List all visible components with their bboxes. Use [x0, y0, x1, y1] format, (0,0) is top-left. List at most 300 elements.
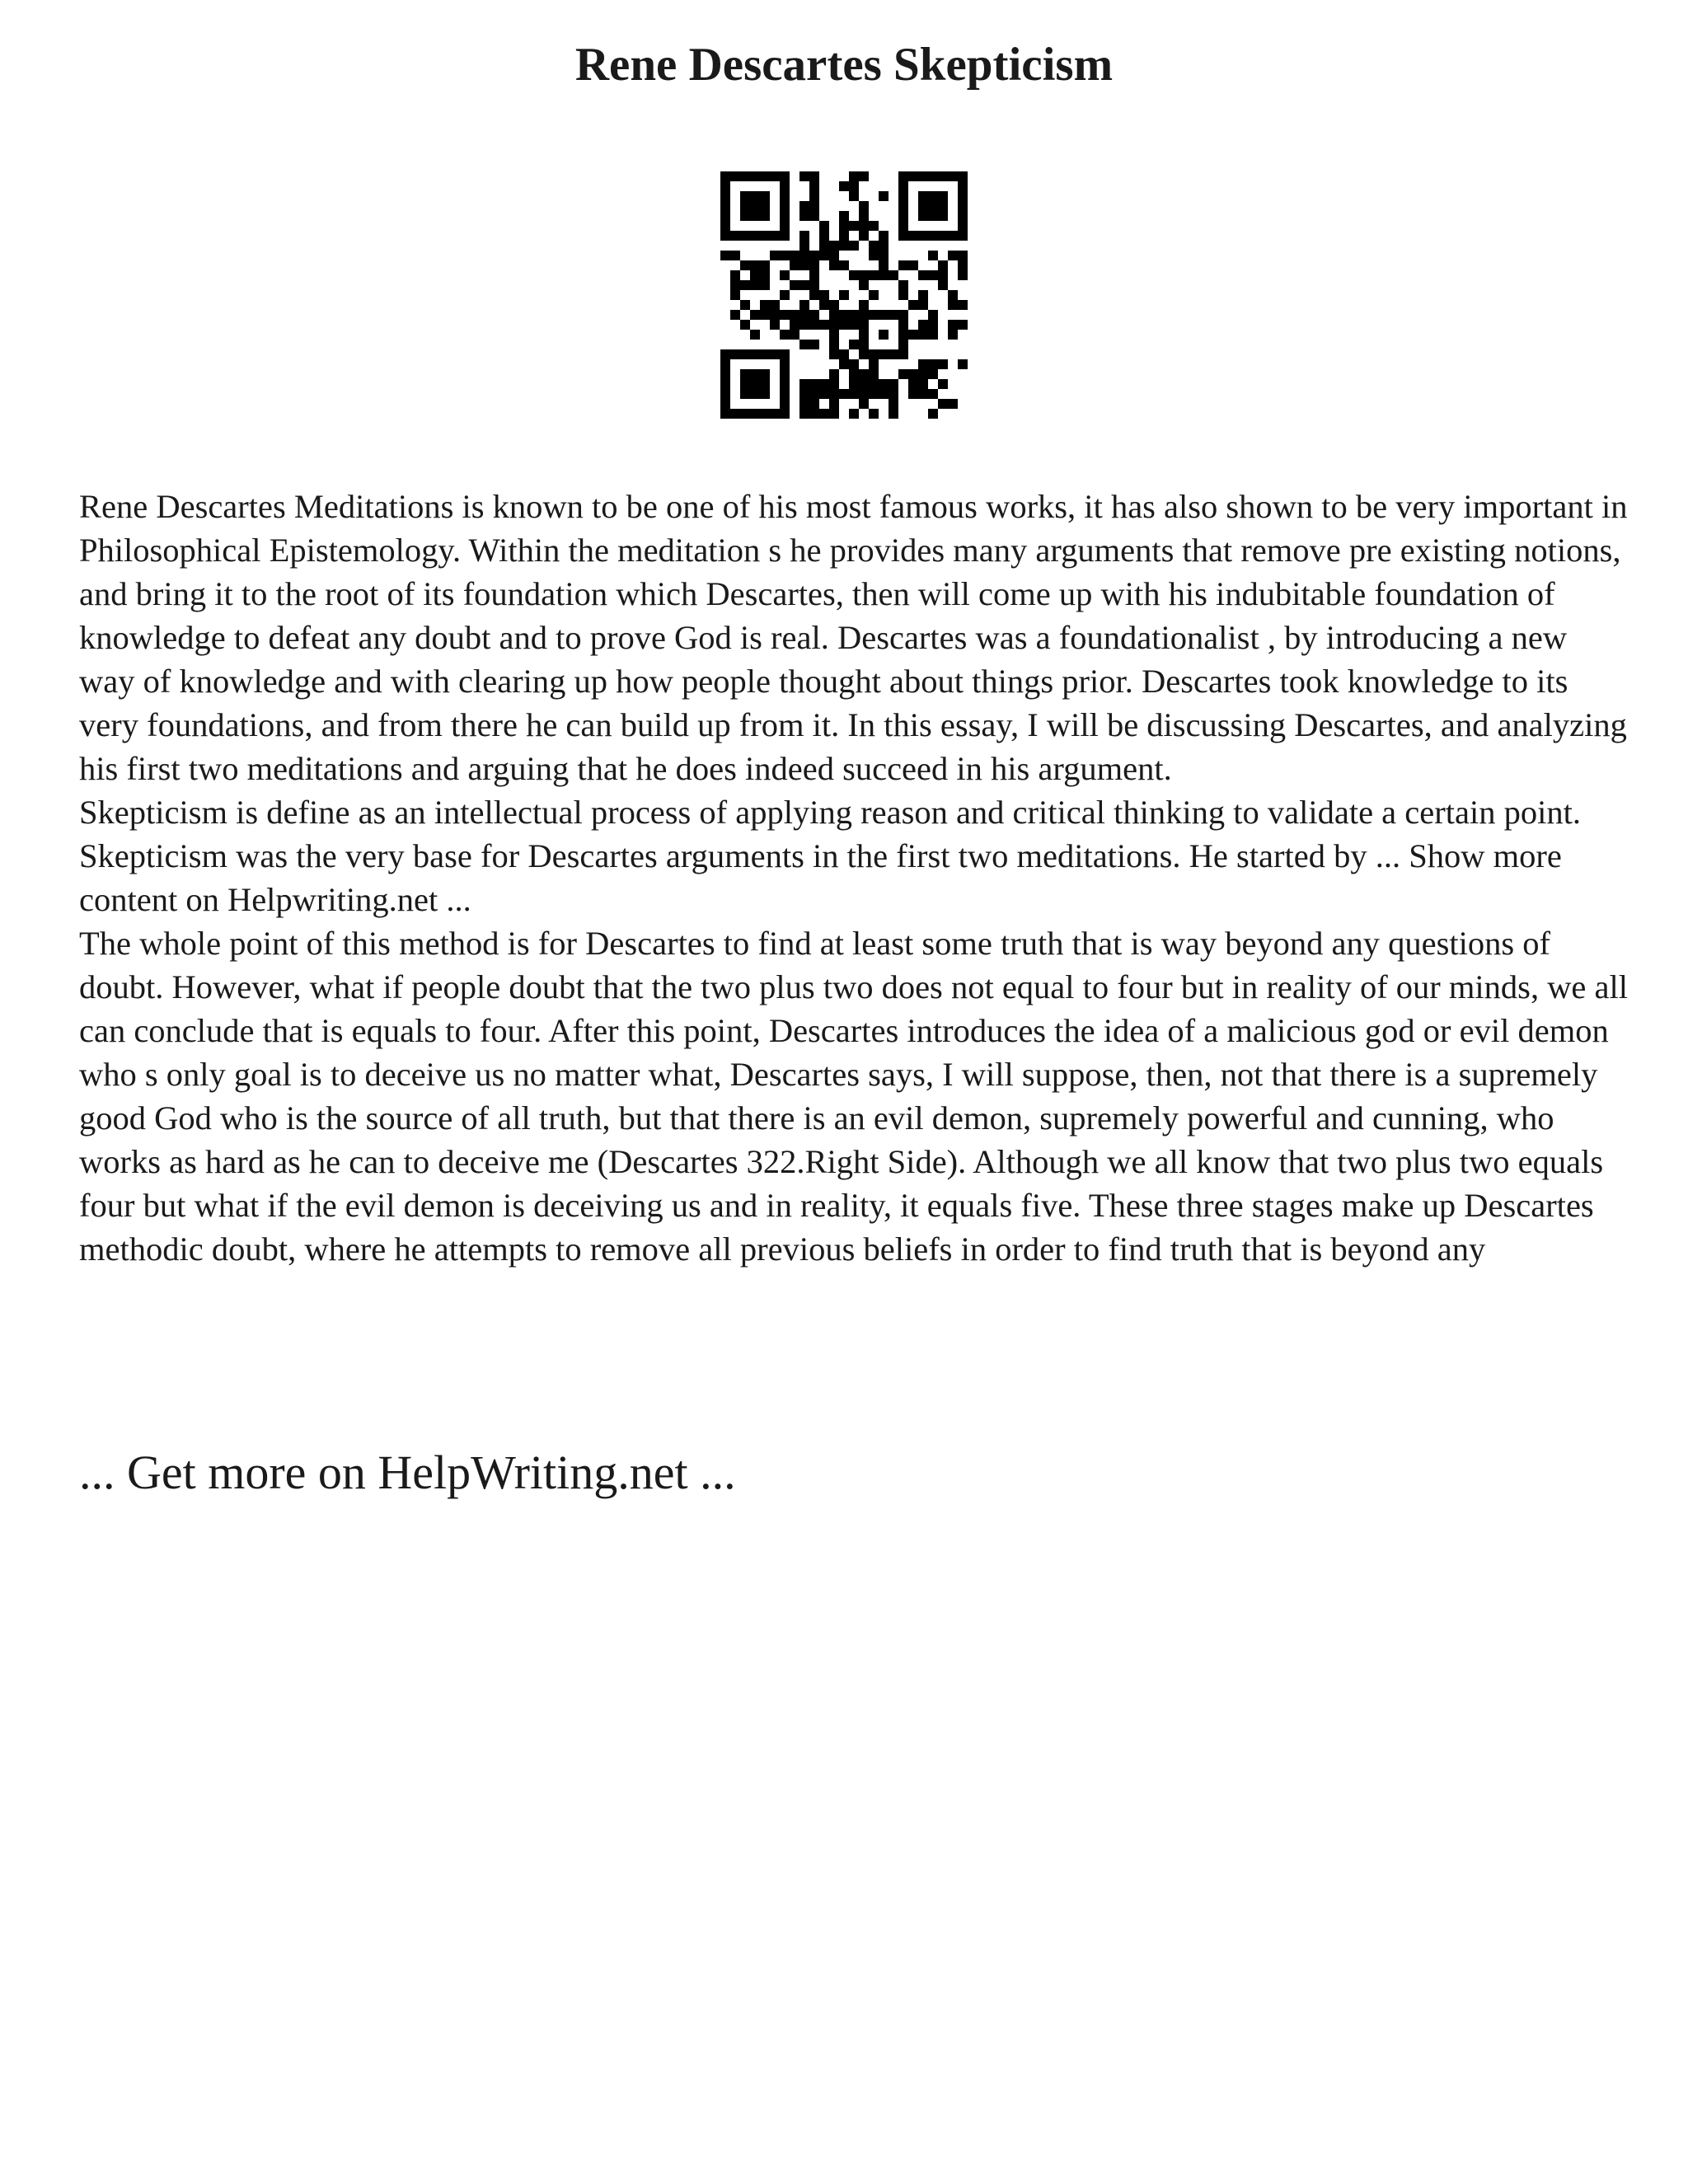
qr-module [780, 231, 790, 241]
qr-module [898, 260, 908, 270]
qr-module [790, 320, 799, 330]
qr-module [799, 300, 809, 310]
qr-module [918, 290, 928, 300]
qr-module [750, 280, 760, 290]
qr-module [799, 409, 809, 419]
qr-module [898, 310, 908, 320]
qr-module [898, 340, 908, 349]
qr-module [730, 171, 740, 181]
qr-module [770, 349, 780, 359]
qr-module [918, 270, 928, 280]
qr-module [819, 409, 829, 419]
qr-module [780, 221, 790, 231]
qr-module [948, 320, 958, 330]
qr-module [720, 399, 730, 409]
qr-module [819, 221, 829, 231]
qr-module [809, 201, 819, 211]
qr-module [799, 340, 809, 349]
qr-module [819, 251, 829, 260]
qr-module [889, 349, 898, 359]
qr-module [859, 310, 869, 320]
qr-module [760, 379, 770, 389]
qr-module [889, 310, 898, 320]
qr-module [898, 181, 908, 191]
qr-module [918, 369, 928, 379]
qr-module [750, 211, 760, 221]
qr-module [799, 310, 809, 320]
qr-module [809, 251, 819, 260]
qr-module [750, 191, 760, 201]
qr-module [918, 330, 928, 340]
qr-module [918, 359, 928, 369]
qr-module [780, 369, 790, 379]
qr-module [849, 270, 859, 280]
qr-module [928, 320, 938, 330]
qr-module [938, 171, 948, 181]
qr-module [859, 399, 869, 409]
qr-module [829, 330, 839, 340]
qr-module [938, 280, 948, 290]
qr-module [849, 241, 859, 251]
qr-module [720, 231, 730, 241]
qr-module [839, 260, 849, 270]
qr-module [730, 251, 740, 260]
qr-module [770, 409, 780, 419]
qr-module [849, 310, 859, 320]
qr-module [790, 251, 799, 260]
qr-module [829, 241, 839, 251]
qr-module [849, 409, 859, 419]
qr-module [750, 330, 760, 340]
qr-module [799, 171, 809, 181]
qr-module [730, 310, 740, 320]
qr-module [958, 320, 968, 330]
qr-module [938, 379, 948, 389]
qr-module [809, 270, 819, 280]
qr-module [958, 251, 968, 260]
qr-module [809, 310, 819, 320]
qr-module [908, 171, 918, 181]
qr-module [799, 320, 809, 330]
qr-module [879, 231, 889, 241]
qr-module [889, 379, 898, 389]
article-body [79, 485, 1629, 1271]
qr-module [898, 320, 908, 330]
qr-module [918, 191, 928, 201]
qr-module [928, 251, 938, 260]
qr-module [908, 330, 918, 340]
qr-module [948, 330, 958, 340]
document-title: Rene Descartes Skepticism [574, 39, 1114, 91]
qr-module [760, 280, 770, 290]
qr-module [770, 251, 780, 260]
qr-module [898, 231, 908, 241]
qr-module [809, 290, 819, 300]
qr-module [809, 399, 819, 409]
qr-module [958, 181, 968, 191]
qr-module [859, 379, 869, 389]
get-more-link[interactable]: ... Get more on HelpWriting.net ... [79, 1446, 736, 1499]
qr-module [898, 191, 908, 201]
qr-module [829, 251, 839, 260]
qr-module [750, 409, 760, 419]
qr-module [740, 191, 750, 201]
qr-module [720, 221, 730, 231]
qr-module [869, 389, 879, 399]
qr-module [760, 231, 770, 241]
qr-module [898, 171, 908, 181]
paragraph-3: The whole point of this method is for Descartes to find at least some truth that is way beyond any questions of doubt. However, what if people doubt that the two plus two does not equal to four but in reality of our minds, we all can conclude that is equals to four. After this point, Descartes introduces the idea of a malicious god or evil demon who s only goal is to deceive us no matter what, Descartes says, I will suppose, then, not that there is a supremely good God who is the source of all truth, but that there is an evil demon, supremely powerful and cunning, who works as hard as he can to deceive me (Descartes 322.Right Side). Although we all know that two plus two equals four but what if the evil demon is deceiving us and in reality, it equals five. These three stages make up Descartes methodic doubt, where he attempts to remove all previous beliefs in order to find truth that is beyond any [79, 925, 1629, 1268]
qr-module [869, 310, 879, 320]
qr-module [799, 231, 809, 241]
qr-module [898, 280, 908, 290]
qr-module [938, 399, 948, 409]
qr-module [869, 359, 879, 369]
qr-module [829, 369, 839, 379]
qr-module [750, 349, 760, 359]
qr-module [809, 181, 819, 191]
qr-module [809, 340, 819, 349]
qr-module [889, 389, 898, 399]
qr-module [958, 270, 968, 280]
qr-module [839, 241, 849, 251]
qr-module [740, 369, 750, 379]
qr-module [750, 369, 760, 379]
qr-module [760, 310, 770, 320]
qr-module [799, 379, 809, 389]
qr-module [740, 201, 750, 211]
qr-module [829, 409, 839, 419]
qr-module [799, 280, 809, 290]
qr-module [898, 330, 908, 340]
qr-module [740, 409, 750, 419]
qr-module [849, 221, 859, 231]
qr-module [819, 389, 829, 399]
qr-module [740, 379, 750, 389]
qr-module [879, 379, 889, 389]
qr-module [958, 221, 968, 231]
qr-module [829, 260, 839, 270]
qr-module [809, 409, 819, 419]
qr-module [889, 270, 898, 280]
qr-module [839, 221, 849, 231]
qr-module [928, 330, 938, 340]
qr-module [790, 330, 799, 340]
qr-module [879, 251, 889, 260]
qr-module [869, 221, 879, 231]
qr-module [780, 201, 790, 211]
qr-module [829, 399, 839, 409]
qr-module [750, 260, 760, 270]
qr-module [839, 349, 849, 359]
qr-module [740, 260, 750, 270]
qr-module [839, 181, 849, 191]
qr-module [859, 171, 869, 181]
qr-module [859, 349, 869, 359]
qr-module [780, 181, 790, 191]
qr-module [859, 320, 869, 330]
qr-module [720, 211, 730, 221]
qr-module [829, 340, 839, 349]
qr-module [780, 211, 790, 221]
qr-module [720, 369, 730, 379]
qr-module [799, 260, 809, 270]
qr-module [879, 389, 889, 399]
qr-module [928, 171, 938, 181]
qr-module [829, 389, 839, 399]
qr-module [958, 201, 968, 211]
qr-module [720, 349, 730, 359]
qr-module [918, 231, 928, 241]
qr-module [928, 310, 938, 320]
qr-module [898, 369, 908, 379]
qr-module [740, 349, 750, 359]
qr-module [750, 389, 760, 399]
qr-module [898, 201, 908, 211]
qr-module [760, 211, 770, 221]
qr-module [958, 359, 968, 369]
qr-module [938, 260, 948, 270]
qr-module [799, 211, 809, 221]
qr-module [928, 231, 938, 241]
qr-module [918, 320, 928, 330]
qr-module [879, 260, 889, 270]
qr-module [958, 300, 968, 310]
qr-module [918, 300, 928, 310]
qr-module [780, 171, 790, 181]
qr-module [829, 300, 839, 310]
qr-module [770, 310, 780, 320]
qr-module [928, 270, 938, 280]
qr-module [948, 300, 958, 310]
qr-module [780, 270, 790, 280]
qr-module [720, 171, 730, 181]
qr-module [760, 201, 770, 211]
qr-module [720, 191, 730, 201]
qr-module [750, 201, 760, 211]
qr-module [809, 389, 819, 399]
qr-module [760, 270, 770, 280]
qr-module [928, 359, 938, 369]
qr-module [928, 409, 938, 419]
qr-module [799, 201, 809, 211]
qr-module [730, 270, 740, 280]
qr-module [720, 251, 730, 260]
qr-module [869, 251, 879, 260]
qr-module [740, 171, 750, 181]
qr-module [918, 171, 928, 181]
qr-module [770, 231, 780, 241]
qr-module [928, 211, 938, 221]
qr-module [879, 330, 889, 340]
qr-module [809, 320, 819, 330]
qr-module [908, 369, 918, 379]
qr-module [869, 270, 879, 280]
qr-module [948, 251, 958, 260]
qr-module [780, 399, 790, 409]
qr-module [908, 260, 918, 270]
qr-module [839, 231, 849, 241]
qr-module [938, 270, 948, 280]
qr-module [770, 300, 780, 310]
qr-module [938, 359, 948, 369]
qr-module [780, 349, 790, 359]
qr-module [928, 369, 938, 379]
qr-module [859, 221, 869, 231]
qr-module [720, 181, 730, 191]
qr-module [849, 340, 859, 349]
qr-module [780, 359, 790, 369]
qr-module [839, 359, 849, 369]
qr-module [740, 231, 750, 241]
qr-module [819, 290, 829, 300]
qr-module [730, 290, 740, 300]
qr-module [918, 201, 928, 211]
qr-module [740, 300, 750, 310]
qr-module [760, 409, 770, 419]
qr-module [730, 231, 740, 241]
qr-module [869, 369, 879, 379]
qr-module [849, 171, 859, 181]
qr-module [879, 349, 889, 359]
qr-module [859, 300, 869, 310]
qr-module [918, 389, 928, 399]
qr-module [829, 379, 839, 389]
qr-module [869, 409, 879, 419]
qr-module [819, 241, 829, 251]
qr-module [918, 379, 928, 389]
qr-module [780, 310, 790, 320]
qr-module [859, 270, 869, 280]
qr-module [750, 231, 760, 241]
qr-module [839, 389, 849, 399]
qr-module [908, 389, 918, 399]
qr-module [879, 191, 889, 201]
qr-module [948, 231, 958, 241]
qr-module [760, 260, 770, 270]
qr-module [879, 241, 889, 251]
qr-module [799, 389, 809, 399]
qr-module [908, 379, 918, 389]
qr-module [948, 399, 958, 409]
qr-module [938, 191, 948, 201]
qr-module [819, 300, 829, 310]
qr-module [859, 369, 869, 379]
qr-module [780, 330, 790, 340]
qr-module [750, 310, 760, 320]
qr-module [780, 251, 790, 260]
qr-module [849, 359, 859, 369]
qr-module [760, 389, 770, 399]
qr-module [879, 270, 889, 280]
qr-module [790, 310, 799, 320]
qr-module [948, 171, 958, 181]
qr-module [958, 211, 968, 221]
qr-module [918, 211, 928, 221]
qr-module [908, 300, 918, 310]
qr-module [809, 260, 819, 270]
qr-module [780, 409, 790, 419]
qr-module [760, 300, 770, 310]
qr-module [908, 231, 918, 241]
qr-module [740, 280, 750, 290]
qr-module [730, 409, 740, 419]
qr-module [869, 379, 879, 389]
qr-module [859, 330, 869, 340]
qr-module [799, 251, 809, 260]
qr-module [849, 191, 859, 201]
qr-module [740, 211, 750, 221]
qr-module [750, 270, 760, 280]
qr-module [720, 359, 730, 369]
qr-module [898, 290, 908, 300]
qr-module [790, 280, 799, 290]
qr-module [839, 290, 849, 300]
qr-module [780, 290, 790, 300]
paragraph-2: Skepticism is define as an intellectual process of applying reason and critical thinking to validate a certain point. Skepticism was the very base for Descartes arguments in the first two meditations. He started by ... Show more content on Helpwriting.net ... [79, 794, 1581, 918]
qr-module [938, 231, 948, 241]
qr-module [740, 389, 750, 399]
qr-module [829, 349, 839, 359]
qr-module [809, 211, 819, 221]
qr-module [819, 231, 829, 241]
qr-module [819, 379, 829, 389]
qr-module [869, 349, 879, 359]
qr-module [720, 201, 730, 211]
qr-module [869, 290, 879, 300]
qr-module [730, 280, 740, 290]
qr-module [760, 191, 770, 201]
qr-module [799, 241, 809, 251]
qr-module [720, 409, 730, 419]
qr-module [958, 231, 968, 241]
qr-module [720, 379, 730, 389]
qr-module [948, 290, 958, 300]
qr-module [898, 211, 908, 221]
qr-module [809, 379, 819, 389]
qr-module [799, 399, 809, 409]
qr-module [928, 191, 938, 201]
qr-module [958, 260, 968, 270]
qr-module [889, 399, 898, 409]
qr-module [879, 310, 889, 320]
qr-module [839, 310, 849, 320]
qr-module [859, 340, 869, 349]
qr-module [859, 211, 869, 221]
qr-module [849, 320, 859, 330]
qr-module [720, 389, 730, 399]
qr-module [829, 310, 839, 320]
qr-module [790, 260, 799, 270]
qr-module [958, 171, 968, 181]
qr-module [839, 211, 849, 221]
qr-module [849, 181, 859, 191]
qr-module [859, 201, 869, 211]
qr-module [809, 280, 819, 290]
qr-module [740, 320, 750, 330]
qr-module [889, 409, 898, 419]
qr-module [770, 320, 780, 330]
qr-module [760, 349, 770, 359]
qr-module [839, 320, 849, 330]
qr-module [958, 191, 968, 201]
qr-module [898, 349, 908, 359]
qr-module [829, 320, 839, 330]
qr-module [819, 320, 829, 330]
qr-module [809, 171, 819, 181]
qr-module [928, 201, 938, 211]
qr-module [780, 379, 790, 389]
